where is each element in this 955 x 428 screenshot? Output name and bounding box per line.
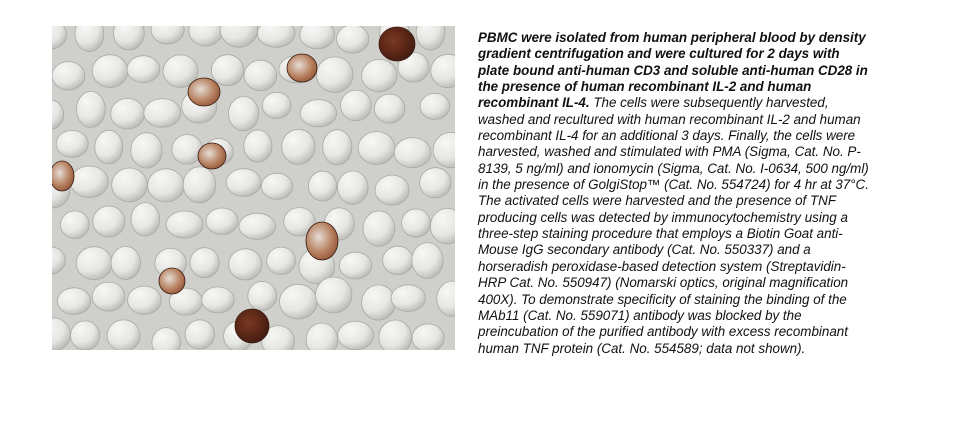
cell-shape (71, 321, 100, 350)
cell-shape (190, 248, 219, 278)
cell-shape (166, 211, 203, 238)
cell-shape (127, 56, 160, 83)
cell-shape (71, 166, 109, 198)
cell-shape (76, 247, 112, 280)
cell-shape (282, 129, 315, 164)
cell-shape (93, 206, 125, 237)
micrograph-image (52, 26, 455, 350)
cell-shape (362, 285, 396, 320)
stained-cell-shape (379, 27, 415, 61)
cell-shape (244, 60, 277, 90)
cell-shape (185, 320, 214, 349)
cell-shape (280, 284, 318, 319)
cell-shape (337, 26, 369, 53)
cell-shape (202, 287, 235, 313)
cell-shape (148, 169, 185, 202)
cell-shape (206, 208, 238, 234)
stained-cell-shape (235, 309, 269, 343)
stained-cell-shape (306, 222, 338, 260)
caption-bold-text: PBMC were isolated from human peripheral blood by density gradient centrifugation and were cultured for 2 days with plate bound anti-human CD3 and soluble anti-human CD28 in the presence of human recombinant IL-2 and human recombinant IL-4. (478, 30, 868, 111)
cell-shape (92, 282, 125, 311)
stained-cell-shape (287, 54, 317, 82)
cell-shape (112, 168, 148, 202)
cell-shape (338, 171, 368, 204)
cell-shape (52, 62, 85, 90)
cell-shape (412, 243, 443, 279)
cell-shape (323, 130, 352, 165)
cell-shape (316, 57, 353, 93)
cell-shape (128, 286, 162, 314)
cell-shape (211, 55, 243, 86)
cell-shape (379, 320, 412, 350)
cell-shape (300, 100, 336, 127)
stained-cell-shape (159, 268, 185, 294)
cell-shape (57, 288, 90, 315)
nomarski-micrograph-icon (52, 26, 455, 350)
cell-shape (308, 171, 336, 201)
cell-shape (107, 320, 140, 350)
cell-shape (183, 167, 216, 203)
stained-cell-shape (188, 78, 220, 106)
cell-shape (412, 324, 444, 350)
cell-shape (363, 211, 395, 246)
cell-shape (172, 135, 203, 165)
cell-shape (56, 130, 88, 157)
cell-shape (61, 211, 90, 239)
cell-shape (383, 246, 413, 274)
cell-shape (402, 209, 431, 237)
cell-shape (248, 282, 277, 311)
cell-shape (95, 130, 123, 164)
cell-shape (391, 285, 425, 312)
cell-shape (316, 277, 352, 313)
cell-shape (144, 99, 181, 128)
cell-shape (339, 252, 371, 279)
cell-shape (131, 133, 162, 168)
cell-shape (244, 130, 272, 162)
cell-shape (358, 132, 395, 165)
cell-shape (420, 168, 451, 198)
cell-shape (338, 321, 374, 350)
caption-body-text: The cells were subsequently harvested, washed and recultured with human recombinant IL-2 and human recombinant IL-4 for an additional 3 days. Finally, the cells were harvested, washed and stimulated with PMA (Sigma, Cat. No. P-8139, 5 ng/ml) and ionomycin (Sigma, Cat. No. I-0634, 500 ng/ml) in the presence of GolgiStop™ (Cat. No. 554724) for 4 hr at 37°C. The activated cells were harvested and the presence of TNF producing cells was detected by immunocytochemistry using a three-step staining procedure that employs a Biotin Goat anti-Mouse IgG secondary antibody (Cat. No. 550337) and a horseradish peroxidase-based detection system (Streptavidin-HRP Cat. No. 550947) (Nomarski optics, original magnification 400X). To demonstrate specificity of staining the binding of the MAb11 (Cat. No. 559071) antibody was blocked by the preincubation of the purified antibody with excess recombinant human TNF protein (Cat. No. 554589; data not shown). (478, 95, 869, 356)
cell-shape (111, 98, 145, 129)
cell-shape (375, 175, 409, 205)
cell-shape (111, 246, 140, 279)
cell-shape (267, 247, 296, 274)
cell-shape (239, 213, 276, 239)
cell-shape (229, 249, 262, 280)
cell-shape (420, 93, 450, 119)
stained-cell-shape (52, 161, 74, 191)
stained-cell-shape (198, 143, 226, 169)
cell-shape (394, 138, 431, 168)
cell-shape (341, 90, 372, 121)
figure-caption (478, 30, 870, 357)
cell-shape (229, 97, 259, 131)
cell-shape (77, 91, 106, 127)
cell-shape (374, 94, 404, 123)
cell-shape (226, 169, 261, 197)
cell-shape (362, 59, 397, 91)
cell-shape (131, 203, 160, 236)
cell-shape (261, 173, 292, 199)
cell-shape (92, 55, 128, 88)
cell-shape (262, 92, 291, 118)
